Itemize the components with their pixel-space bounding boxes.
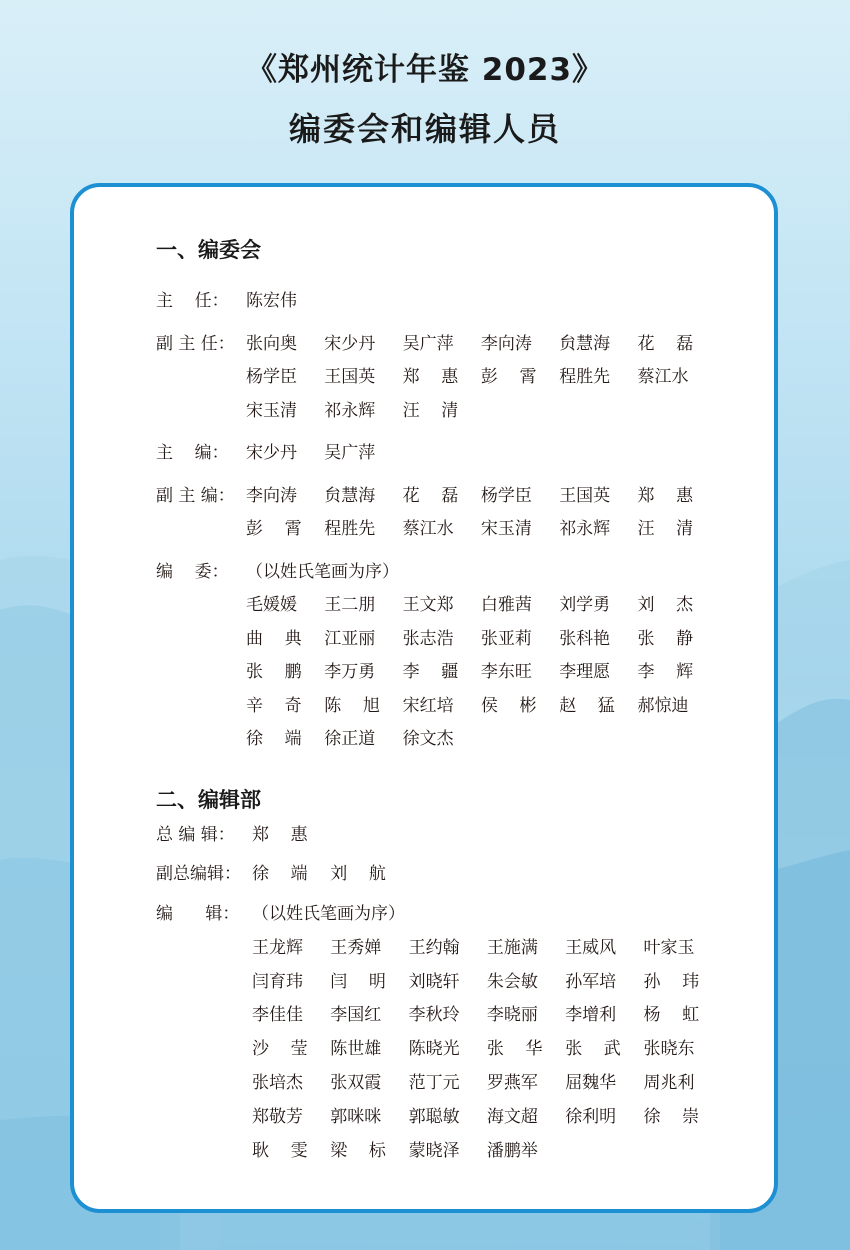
content bbox=[156, 235, 756, 1168]
person-name: 张 武 bbox=[565, 1039, 621, 1060]
person-name: 梁 标 bbox=[330, 1140, 386, 1161]
section-heading-committee: 一、编委会 bbox=[156, 238, 261, 262]
names-general-editor bbox=[252, 819, 722, 853]
person-name: 张科艳 bbox=[559, 628, 611, 649]
person-name: 闫育玮 bbox=[252, 971, 303, 992]
person-name: 李国红 bbox=[330, 1005, 382, 1026]
person-name: 杨学臣 bbox=[246, 367, 297, 387]
person-name: 祁永辉 bbox=[324, 400, 376, 421]
person-name: 李向涛 bbox=[480, 333, 532, 354]
person-name: 耿 雯 bbox=[252, 1140, 308, 1161]
person-name: 李晓丽 bbox=[486, 1005, 538, 1026]
person-name: 范丁元 bbox=[408, 1073, 460, 1094]
person-name: 赵 猛 bbox=[559, 695, 615, 716]
person-name: 陈晓光 bbox=[408, 1039, 460, 1060]
label-deputy-director: 副 主 任： bbox=[156, 333, 235, 354]
person-name: 郑 惠 bbox=[637, 485, 694, 506]
row-deputy-general-editor bbox=[156, 858, 756, 892]
person-name: 刘学勇 bbox=[559, 595, 611, 615]
person-name: 徐 端 bbox=[252, 864, 308, 885]
person-name: 李东旺 bbox=[480, 662, 532, 682]
person-name: 宋玉清 bbox=[246, 400, 297, 421]
person-name: 江亚丽 bbox=[324, 628, 376, 649]
person-name: 李 辉 bbox=[637, 662, 694, 682]
label-chief-editor: 主 编： bbox=[156, 443, 229, 463]
person-name: 王威风 bbox=[565, 937, 617, 958]
names-chief-editor bbox=[246, 437, 716, 471]
row-general-editor bbox=[156, 819, 756, 853]
person-name: 蔡江水 bbox=[402, 519, 454, 539]
person-name: 罗燕军 bbox=[486, 1073, 538, 1094]
person-name: 王施满 bbox=[486, 937, 538, 958]
person-name: 贠慧海 bbox=[559, 333, 611, 354]
person-name: 侯 彬 bbox=[480, 695, 537, 716]
person-name: 张培杰 bbox=[252, 1073, 303, 1094]
person-name: 程胜先 bbox=[324, 519, 376, 539]
person-name: 贠慧海 bbox=[324, 485, 376, 506]
person-name: 郑 惠 bbox=[252, 824, 308, 845]
person-name: 花 磊 bbox=[402, 485, 459, 506]
person-name: 白雅茜 bbox=[480, 595, 532, 615]
row-deputy-chief-editor bbox=[156, 480, 756, 547]
person-name: 辛 奇 bbox=[246, 695, 302, 716]
person-name: 徐 崇 bbox=[643, 1106, 700, 1127]
person-name: 彭 霄 bbox=[480, 367, 537, 387]
names-director bbox=[246, 285, 716, 319]
person-name: 张双霞 bbox=[330, 1073, 382, 1094]
person-name: 屈魏华 bbox=[565, 1073, 617, 1094]
person-name: 李向涛 bbox=[246, 485, 297, 506]
person-name: 毛媛媛 bbox=[246, 595, 297, 615]
person-name: 徐文杰 bbox=[402, 729, 454, 749]
row-members-list bbox=[156, 589, 756, 757]
person-name: 宋少丹 bbox=[324, 333, 376, 354]
person-name: 汪 清 bbox=[402, 400, 459, 421]
row-editors-list bbox=[156, 932, 756, 1169]
person-name: 郭聪敏 bbox=[408, 1106, 460, 1127]
person-name: 王国英 bbox=[324, 367, 376, 387]
person-name: 朱会敏 bbox=[486, 971, 538, 992]
person-name: 杨 虹 bbox=[643, 1005, 700, 1026]
person-name: 李秋玲 bbox=[408, 1005, 460, 1026]
person-name: 张向奥 bbox=[246, 333, 297, 354]
person-name: 李万勇 bbox=[324, 662, 376, 682]
person-name: 徐正道 bbox=[324, 729, 376, 749]
person-name: 吴广萍 bbox=[324, 443, 376, 463]
person-name: 郝惊迪 bbox=[637, 695, 689, 716]
person-name: 王秀婵 bbox=[330, 937, 382, 958]
person-name: 吴广萍 bbox=[402, 333, 454, 354]
label-deputy-chief-editor: 副 主 编： bbox=[156, 485, 235, 506]
person-name: 郭咪咪 bbox=[330, 1106, 382, 1127]
person-name: 刘晓轩 bbox=[408, 971, 460, 992]
person-name: 张 静 bbox=[637, 628, 694, 649]
person-name: 张志浩 bbox=[402, 628, 454, 649]
row-editors bbox=[156, 898, 756, 932]
person-name: 陈宏伟 bbox=[246, 291, 297, 311]
person-name: 杨学臣 bbox=[480, 485, 532, 506]
person-name: 徐利明 bbox=[565, 1106, 617, 1127]
person-name: 王二朋 bbox=[324, 595, 376, 615]
person-name: 李增利 bbox=[565, 1005, 617, 1026]
section-heading-editorial: 二、编辑部 bbox=[156, 787, 261, 812]
names-deputy-general-editor bbox=[252, 858, 722, 892]
person-name: 郑 惠 bbox=[402, 367, 459, 387]
person-name: 程胜先 bbox=[559, 367, 611, 387]
person-name: 花 磊 bbox=[637, 333, 694, 354]
person-name: 蔡江水 bbox=[637, 367, 689, 387]
names-deputy-chief-editor bbox=[246, 480, 716, 547]
person-name: 孙 玮 bbox=[643, 971, 700, 992]
person-name: 汪 清 bbox=[637, 519, 694, 539]
person-name: 海文超 bbox=[486, 1106, 538, 1127]
person-name: 闫 明 bbox=[330, 971, 386, 992]
person-name: 王龙辉 bbox=[252, 937, 303, 958]
person-name: 张晓东 bbox=[643, 1039, 695, 1060]
person-name: 王文郑 bbox=[402, 595, 454, 615]
row-director bbox=[156, 285, 756, 319]
person-name: 潘鹏举 bbox=[486, 1140, 538, 1161]
names-members bbox=[246, 589, 716, 757]
person-name: 祁永辉 bbox=[559, 519, 611, 539]
row-deputy-director bbox=[156, 328, 756, 429]
label-members: 编 委： bbox=[156, 561, 229, 582]
person-name: 李 疆 bbox=[402, 662, 459, 682]
members-order-note: （以姓氏笔画为序） bbox=[246, 561, 399, 582]
editors-order-note: （以姓氏笔画为序） bbox=[252, 904, 405, 925]
person-name: 宋红培 bbox=[402, 695, 454, 716]
names-editors bbox=[252, 932, 722, 1169]
person-name: 彭 霄 bbox=[246, 519, 302, 539]
label-deputy-general-editor: 副总编辑： bbox=[156, 864, 241, 885]
names-deputy-director bbox=[246, 328, 716, 429]
person-name: 蒙晓泽 bbox=[408, 1140, 460, 1161]
person-name: 李理愿 bbox=[559, 662, 611, 682]
label-editors: 编 辑： bbox=[156, 904, 240, 925]
person-name: 陈 旭 bbox=[324, 695, 380, 716]
person-name: 王国英 bbox=[559, 485, 611, 506]
person-name: 李佳佳 bbox=[252, 1005, 303, 1026]
row-chief-editor bbox=[156, 437, 756, 471]
person-name: 宋玉清 bbox=[480, 519, 532, 539]
label-general-editor: 总 编 辑： bbox=[156, 824, 235, 845]
person-name: 郑敬芳 bbox=[252, 1106, 303, 1127]
person-name: 沙 莹 bbox=[252, 1039, 308, 1060]
person-name: 王约翰 bbox=[408, 937, 460, 958]
person-name: 宋少丹 bbox=[246, 443, 297, 463]
person-name: 曲 典 bbox=[246, 628, 302, 649]
person-name: 叶家玉 bbox=[643, 937, 695, 958]
person-name: 张 华 bbox=[486, 1039, 543, 1060]
document-title: 《郑州统计年鉴 2023》 bbox=[245, 52, 605, 88]
document-subtitle: 编委会和编辑人员 bbox=[288, 110, 561, 148]
row-members bbox=[156, 556, 756, 590]
person-name: 周兆利 bbox=[643, 1073, 695, 1094]
person-name: 徐 端 bbox=[246, 729, 302, 749]
person-name: 刘 杰 bbox=[637, 595, 694, 615]
person-name: 陈世雄 bbox=[330, 1039, 382, 1060]
person-name: 张 鹏 bbox=[246, 662, 302, 682]
person-name: 张亚莉 bbox=[480, 628, 532, 649]
person-name: 刘 航 bbox=[330, 864, 386, 885]
label-director: 主 任： bbox=[156, 291, 229, 311]
person-name: 孙军培 bbox=[565, 971, 617, 992]
content-card bbox=[70, 183, 778, 1213]
